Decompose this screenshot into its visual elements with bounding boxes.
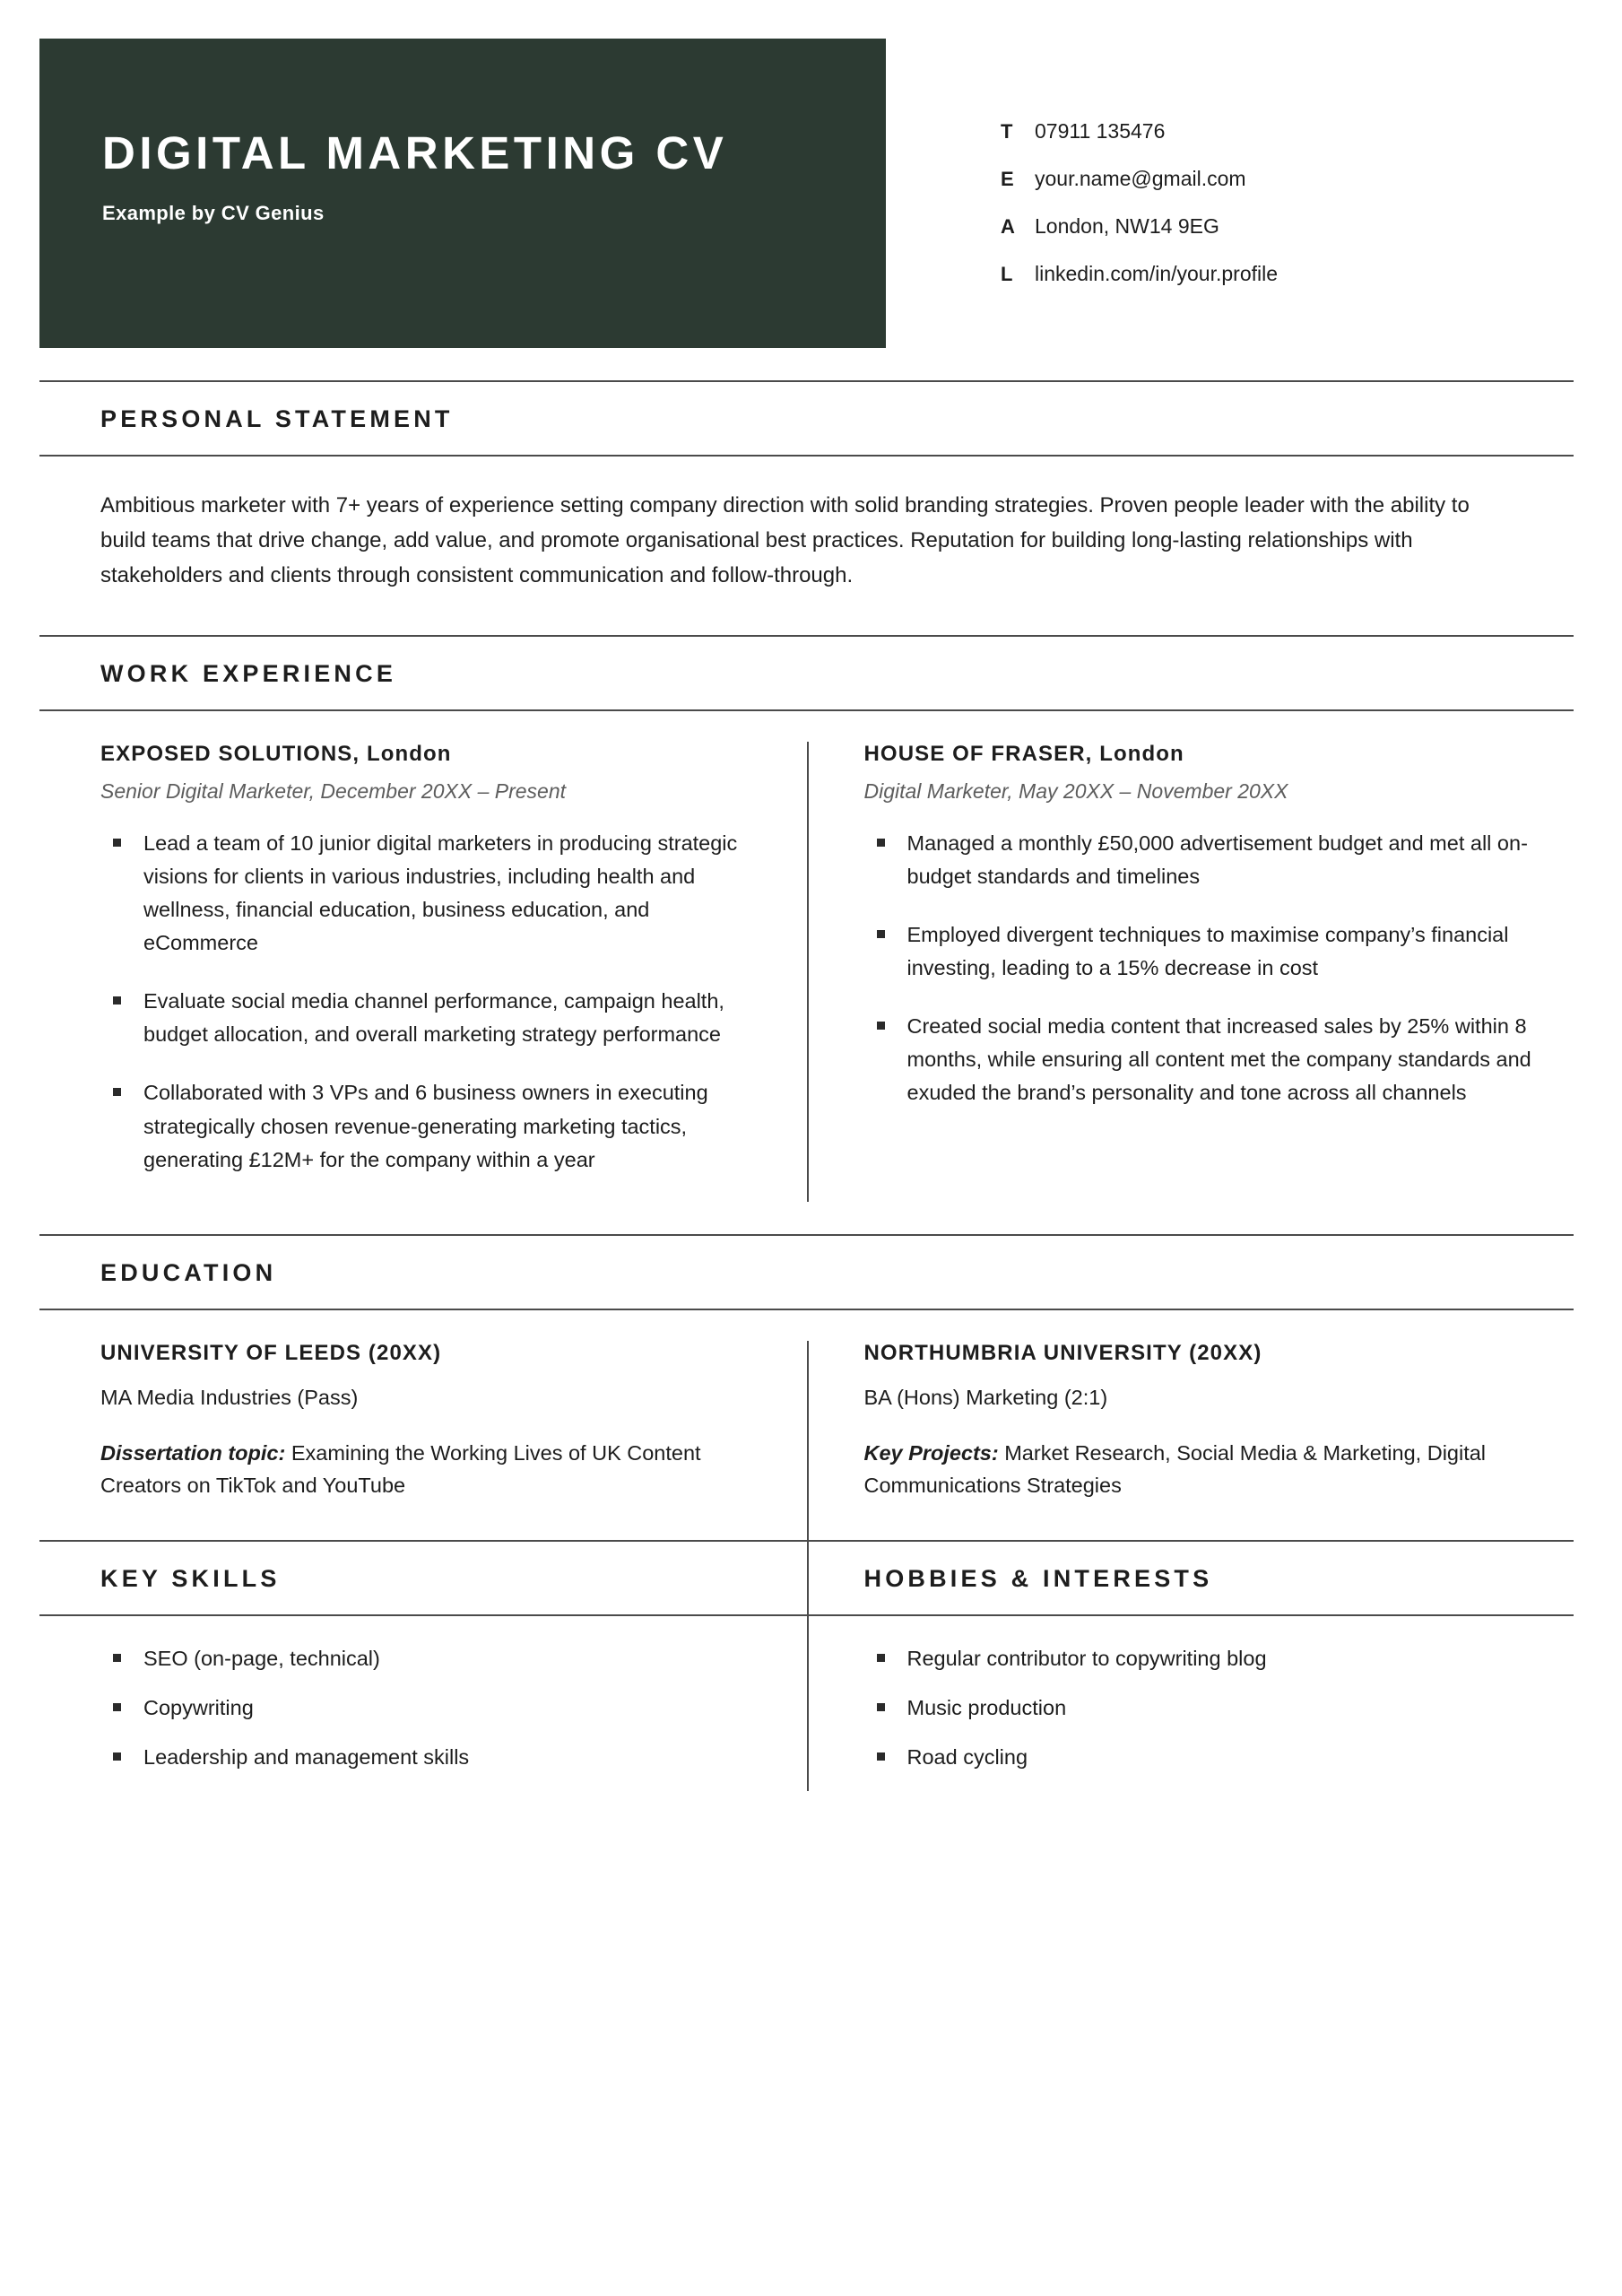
- address-icon: A: [1001, 215, 1015, 238]
- education-extra: [864, 1437, 1548, 1502]
- list-item: Leadership and management skills: [100, 1742, 807, 1773]
- education-entry-2: [807, 1341, 1574, 1502]
- list-item: Created social media content that increased sales by 25% within 8 months, while ensuring all content met the company standards and exuded the brand’s personality and tone across all channels: [864, 1010, 1548, 1109]
- list-item: Music production: [864, 1692, 1574, 1724]
- education-extra-value: Market Research, Social Media & Marketing, Digital Communications Strategies: [863, 1440, 1487, 1498]
- section-personal-statement: [0, 380, 1622, 603]
- list-item: Collaborated with 3 VPs and 6 business owners in executing strategically chosen revenue-generating marketing tactics, generating £12M+ for the company within a year: [100, 1076, 766, 1176]
- section-skills-hobbies: [0, 1502, 1622, 1792]
- education-columns: [39, 1310, 1574, 1502]
- education-degree: MA Media Industries (Pass): [100, 1385, 359, 1409]
- contact-linkedin-value[interactable]: linkedin.com/in/your.profile: [1035, 262, 1279, 285]
- contact-phone-value: 07911 135476: [1035, 119, 1166, 143]
- education-extra: [100, 1437, 766, 1502]
- education-extra-value: Examining the Working Lives of UK Content Creators on TikTok and YouTube: [100, 1440, 701, 1498]
- section-work-experience: [0, 635, 1622, 1202]
- page-subtitle: Example by CV Genius: [102, 202, 325, 225]
- job-entry-2: [807, 742, 1574, 1202]
- page-title: DIGITAL MARKETING CV: [102, 127, 728, 178]
- work-experience-columns: [39, 711, 1574, 1202]
- hobbies-list: [809, 1643, 1574, 1774]
- section-key-skills: [39, 1502, 807, 1792]
- hobbies-heading-rule: [809, 1540, 1574, 1616]
- section-hobbies: [807, 1502, 1574, 1792]
- section-education: [0, 1234, 1622, 1502]
- work-experience-heading: WORK EXPERIENCE: [100, 659, 397, 687]
- job-bullets: [100, 827, 766, 1177]
- education-school: NORTHUMBRIA UNIVERSITY (20XX): [863, 1340, 1262, 1365]
- contact-email: [1001, 167, 1574, 191]
- personal-statement-heading-rule: [39, 380, 1574, 457]
- list-item: Employed divergent techniques to maximise company’s financial investing, leading to a 15% decrease in cost: [864, 918, 1548, 985]
- list-item: Copywriting: [100, 1692, 807, 1724]
- list-item: Regular contributor to copywriting blog: [864, 1643, 1574, 1674]
- key-skills-heading: KEY SKILLS: [100, 1564, 281, 1592]
- contact-address-value: London, NW14 9EG: [1035, 214, 1219, 238]
- email-icon: E: [1001, 168, 1014, 190]
- list-item: SEO (on-page, technical): [100, 1643, 807, 1674]
- job-employer: HOUSE OF FRASER, London: [863, 741, 1184, 766]
- job-role-dates: Senior Digital Marketer, December 20XX – Present: [100, 778, 567, 803]
- job-entry-1: [39, 742, 807, 1202]
- education-entry-1: [39, 1341, 807, 1502]
- linkedin-icon: L: [1001, 263, 1013, 285]
- contact-address: [1001, 214, 1574, 239]
- job-bullets: [864, 827, 1548, 1110]
- work-experience-heading-rule: [39, 635, 1574, 711]
- key-skills-list: [39, 1643, 807, 1774]
- skills-hobbies-columns: [39, 1502, 1574, 1792]
- list-item: Road cycling: [864, 1742, 1574, 1773]
- education-degree: BA (Hons) Marketing (2:1): [863, 1385, 1108, 1409]
- cv-header: [0, 0, 1622, 348]
- job-role-dates: Digital Marketer, May 20XX – November 20XX: [863, 778, 1288, 803]
- contact-details: [886, 39, 1574, 309]
- education-heading: EDUCATION: [100, 1258, 277, 1286]
- personal-statement-heading: PERSONAL STATEMENT: [100, 405, 454, 432]
- personal-statement-body: Ambitious marketer with 7+ years of experience setting company direction with solid branding strategies. Proven people leader with the ability to build teams that drive change, add value, and promote organisational best practices. Reputation for building long-lasting relationships with stakeholders and clients through consistent communication and follow-through.: [100, 493, 1470, 587]
- job-employer: EXPOSED SOLUTIONS, London: [100, 741, 452, 766]
- education-school: UNIVERSITY OF LEEDS (20XX): [100, 1340, 442, 1365]
- list-item: Evaluate social media channel performance, campaign health, budget allocation, and overall marketing strategy performance: [100, 985, 766, 1051]
- hobbies-heading: HOBBIES & INTERESTS: [863, 1564, 1213, 1592]
- key-skills-heading-rule: [39, 1540, 807, 1616]
- contact-email-value[interactable]: your.name@gmail.com: [1035, 167, 1246, 190]
- contact-linkedin: [1001, 262, 1574, 286]
- name-banner: [39, 39, 886, 348]
- list-item: Managed a monthly £50,000 advertisement budget and met all on-budget standards and timelines: [864, 827, 1548, 893]
- education-extra-label: Dissertation topic:: [100, 1440, 286, 1465]
- contact-phone: [1001, 119, 1574, 144]
- education-heading-rule: [39, 1234, 1574, 1310]
- education-extra-label: Key Projects:: [863, 1440, 999, 1465]
- phone-icon: T: [1001, 120, 1013, 143]
- list-item: Lead a team of 10 junior digital marketers in producing strategic visions for clients in various industries, including health and wellness, financial education, business education, and eCommerce: [100, 827, 766, 961]
